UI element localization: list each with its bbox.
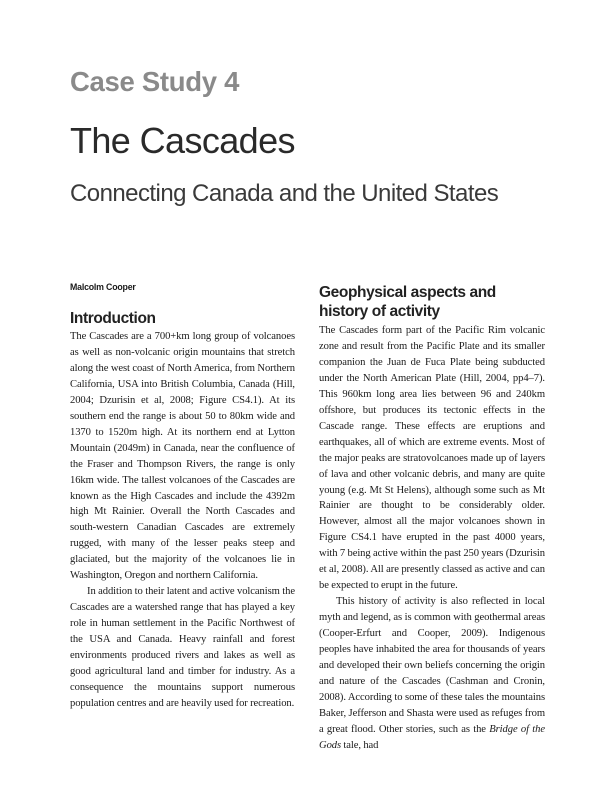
geophysical-heading: [319, 283, 545, 321]
geophysical-paragraph-2-end: tale, had: [341, 739, 379, 751]
geophysical-paragraph-1: The Cascades form part of the Pacific Rim volcanic zone and result from the Pacific Plate and its smaller companion the Juan de Fuca Plate being subducted under the North American Plate (Hill, 2004, pp4–7). This 960km long area lies between 96 and 240km offshore, but produces its tectonic effects in the Cascade range. These effects are eruptions and earthquakes, all of which are extreme events. Most of the major peaks are stratovolcanoes made up of layers of lava and other volcanic debris, and many are quite young (e.g. Mt St Helens), although some such as Mt Rainier are thought to be considerably older. However, almost all the major volcanoes shown in Figure CS4.1 have erupted in the past 4000 years, with 7 being active within the past 250 years (Dzurisin et al, 2008). All are presently classed as active and can be expected to erupt in the future.: [319, 325, 545, 592]
chapter-subtitle: Connecting Canada and the United States: [70, 180, 499, 207]
case-study-label: Case Study 4: [70, 66, 240, 97]
geophysical-heading-line-1: Geophysical aspects and: [319, 284, 496, 301]
bridge-of-the-gods-emphasis: Bridge of the Gods: [319, 723, 546, 751]
introduction-heading: Introduction: [70, 310, 156, 327]
chapter-title: The Cascades: [70, 120, 295, 161]
geophysical-paragraph-2-start: This history of activity is also reflected in local myth and legend, as is common with geothermal areas (Cooper-Erfurt and Cooper, 2009). Indigenous peoples have inhabited the area for thousands of years and developed their own beliefs concerning the origin and nature of the Cascades (Cashman and Cronin, 2008). According to some of these tales the mountains Baker, Jefferson and Shasta were used as refuges from a great flood. Other stories, such as the: [319, 596, 545, 735]
geophysical-heading-line-2: history of activity: [319, 303, 440, 320]
introduction-paragraph-2: In addition to their latent and active volcanism the Cascades are a watershed range that has played a key role in human settlement in the Pacific Northwest of the USA and Canada. Heavy rainfall and forest environments produced rivers and lakes as well as good agricultural land and timber for industry. As a consequence the mountains support numerous population centres and are heavily used for recreation.: [70, 586, 295, 709]
author-name: Malcolm Cooper: [70, 282, 136, 292]
geophysical-section: [319, 283, 545, 754]
geophysical-paragraph-2: [319, 594, 545, 754]
introduction-paragraph-1: The Cascades are a 700+km long group of volcanoes as well as non-volcanic origin mountains that stretch along the west coast of North America, from Northern California, USA into British Columbia, Canada (Hill, 2004; Dzurisin et al, 2008; Figure CS4.1). At its southern end the range is about 50 to 80km wide and 1370 to 1520m high. At its northern end at Lytton Mountain (2049m) in Canada, near the confluence of the Fraser and Thompson Rivers, the range is only 16km wide. The tallest volcanoes of the Cascades are known as the High Cascades and include the 4392m high Mt Rainier. Overall the North Cascades and south-western Canadian Cascades are extremely rugged, with many of the lesser peaks steep and glaciated, but the majority of the volcanoes lie in Washington, Oregon and northern California.: [70, 331, 295, 582]
introduction-section: [70, 309, 295, 712]
